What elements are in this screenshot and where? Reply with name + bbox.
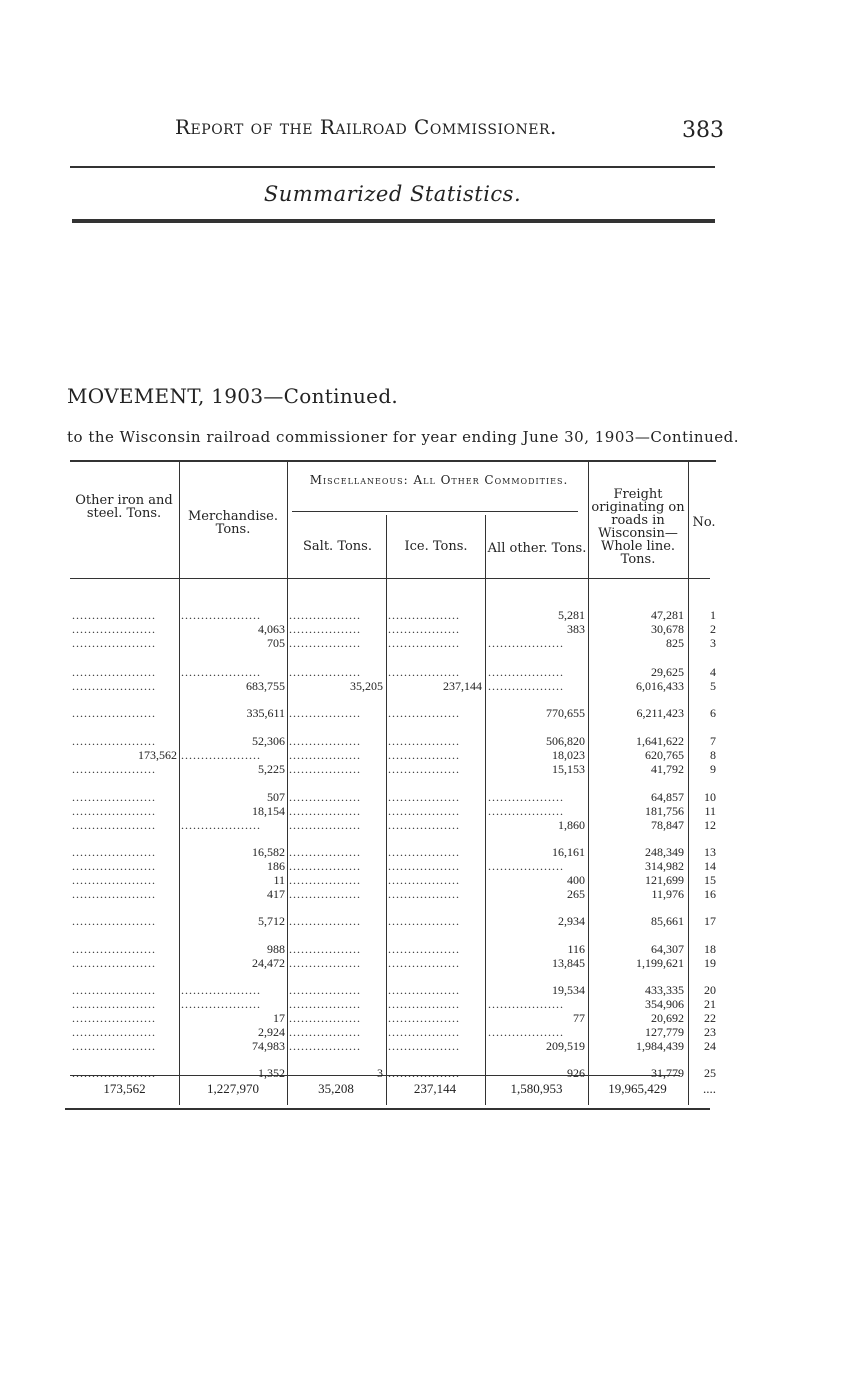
dot-leader: ................... <box>488 804 564 818</box>
total-cell: 237,144 <box>413 1081 457 1096</box>
dot-leader: ..................... <box>72 790 156 804</box>
table-cell: 52,306 <box>252 734 285 748</box>
table-cell: 11 <box>273 873 285 887</box>
table-cell: 354,906 <box>645 997 684 1011</box>
table-cell: 12 <box>704 818 716 832</box>
dot-leader: .................. <box>289 790 361 804</box>
table-cell: 16 <box>704 887 716 901</box>
table-cell: 24 <box>704 1039 716 1053</box>
table-cell: 127,779 <box>645 1025 684 1039</box>
dot-leader: .................. <box>388 997 460 1011</box>
table-cell: 47,281 <box>651 608 684 622</box>
table-cell: 988 <box>267 942 285 956</box>
dot-leader: .................. <box>388 748 460 762</box>
dot-leader: ................... <box>488 636 564 650</box>
dot-leader: .................. <box>289 887 361 901</box>
dot-leader: ..................... <box>72 942 156 956</box>
table-cell: 35,205 <box>350 679 383 693</box>
header-merchandise: Merchandise. Tons. <box>188 509 278 537</box>
dot-leader: ..................... <box>72 665 156 679</box>
table-cell: 20 <box>704 983 716 997</box>
table-cell: 1,641,622 <box>636 734 684 748</box>
dot-leader: .................. <box>388 734 460 748</box>
header-no: No. <box>692 515 716 530</box>
table-cell: 5 <box>710 679 716 693</box>
dot-leader: .................. <box>289 859 361 873</box>
table-cell: 18 <box>704 942 716 956</box>
dot-leader: .................. <box>289 1039 361 1053</box>
table-cell: 926 <box>567 1066 585 1080</box>
table-cell: 2,934 <box>558 914 585 928</box>
dot-leader: .................. <box>388 790 460 804</box>
table-caption: to the Wisconsin railroad commissioner for year ending June 30, 1903—Continued. <box>67 428 739 446</box>
table-cell: 8 <box>710 748 716 762</box>
table-cell: 16,582 <box>252 845 285 859</box>
dot-leader: ..................... <box>72 679 156 693</box>
dot-leader: .................. <box>289 762 361 776</box>
dot-leader: .................. <box>289 622 361 636</box>
dot-leader: .................. <box>388 845 460 859</box>
table-cell: 770,655 <box>546 706 585 720</box>
header-other-iron: Other iron and steel. Tons. <box>75 493 173 521</box>
table-cell: 209,519 <box>546 1039 585 1053</box>
total-cell: 1,580,953 <box>510 1081 563 1096</box>
column-rule <box>287 460 288 1105</box>
total-cell: 35,208 <box>318 1081 354 1096</box>
table-cell: 64,307 <box>651 942 684 956</box>
table-cell: 13,845 <box>552 956 585 970</box>
table-cell: 383 <box>567 622 585 636</box>
section-title: MOVEMENT, 1903—Continued. <box>67 384 399 408</box>
table-cell: 506,820 <box>546 734 585 748</box>
header-rule <box>70 166 715 168</box>
table-cell: 18,023 <box>552 748 585 762</box>
dot-leader: .................. <box>289 665 361 679</box>
dot-leader: ..................... <box>72 1039 156 1053</box>
dot-leader: ..................... <box>72 636 156 650</box>
dot-leader: ..................... <box>72 873 156 887</box>
dot-leader: .................. <box>388 622 460 636</box>
dot-leader: .................. <box>289 1025 361 1039</box>
dot-leader: .................. <box>289 748 361 762</box>
table-cell: 507 <box>267 790 285 804</box>
table-cell: 4,063 <box>258 622 285 636</box>
subtitle-rule <box>72 219 715 223</box>
table-cell: 6,016,433 <box>636 679 684 693</box>
dot-leader: ..................... <box>72 818 156 832</box>
dot-leader: .................... <box>181 818 261 832</box>
dot-leader: .................. <box>289 818 361 832</box>
header-misc-group: Miscellaneous: All Other Commodities. <box>309 473 569 487</box>
dot-leader: .................. <box>388 859 460 873</box>
table-cell: 1 <box>710 608 716 622</box>
table-cell: 78,847 <box>651 818 684 832</box>
table-cell: 3 <box>377 1066 383 1080</box>
dot-leader: .................. <box>289 608 361 622</box>
page-number: 383 <box>682 118 724 143</box>
table-cell: 41,792 <box>651 762 684 776</box>
table-cell: 4 <box>710 665 716 679</box>
table-cell: 683,755 <box>246 679 285 693</box>
column-rule <box>485 515 486 1105</box>
dot-leader: .................. <box>289 636 361 650</box>
table-cell: 19,534 <box>552 983 585 997</box>
dot-leader: ..................... <box>72 983 156 997</box>
table-cell: 6 <box>710 706 716 720</box>
dot-leader: ..................... <box>72 608 156 622</box>
dot-leader: .................. <box>388 956 460 970</box>
dot-leader: .................. <box>388 636 460 650</box>
table-cell: 10 <box>704 790 716 804</box>
total-cell: 173,562 <box>103 1081 146 1096</box>
table-cell: 417 <box>267 887 285 901</box>
dot-leader: .................. <box>388 706 460 720</box>
table-cell: 11 <box>704 804 716 818</box>
dot-leader: .................... <box>181 983 261 997</box>
table-cell: 18,154 <box>252 804 285 818</box>
table-cell: 11,976 <box>651 887 684 901</box>
dot-leader: .................. <box>388 1011 460 1025</box>
table-cell: 16,161 <box>552 845 585 859</box>
dot-leader: ................... <box>488 859 564 873</box>
dot-leader: ................... <box>488 1025 564 1039</box>
table-cell: 77 <box>573 1011 585 1025</box>
table-cell: 14 <box>704 859 716 873</box>
dot-leader: .................. <box>388 608 460 622</box>
dot-leader: .................. <box>289 873 361 887</box>
table-cell: 121,699 <box>645 873 684 887</box>
dot-leader: .................. <box>289 706 361 720</box>
table-cell: 64,857 <box>651 790 684 804</box>
dot-leader: .................. <box>289 804 361 818</box>
column-rule <box>588 460 589 1105</box>
table-cell: 265 <box>567 887 585 901</box>
dot-leader: ..................... <box>72 887 156 901</box>
total-cell: 1,227,970 <box>207 1081 259 1096</box>
table-cell: 15,153 <box>552 762 585 776</box>
header-bottom-rule <box>70 578 710 579</box>
table-cell: 237,144 <box>443 679 482 693</box>
dot-leader: ................... <box>488 790 564 804</box>
table-cell: 22 <box>704 1011 716 1025</box>
table-cell: 19 <box>704 956 716 970</box>
dot-leader: .................. <box>289 914 361 928</box>
table-cell: 1,352 <box>258 1066 285 1080</box>
dot-leader: ..................... <box>72 997 156 1011</box>
total-cell: .... <box>703 1081 716 1096</box>
table-cell: 116 <box>567 942 585 956</box>
table-cell: 1,860 <box>558 818 585 832</box>
table-cell: 5,712 <box>258 914 285 928</box>
dot-leader: ..................... <box>72 762 156 776</box>
dot-leader: .................... <box>181 748 261 762</box>
dot-leader: ..................... <box>72 956 156 970</box>
total-cell: 19,965,429 <box>608 1081 667 1096</box>
table-cell: 248,349 <box>645 845 684 859</box>
table-cell: 13 <box>704 845 716 859</box>
page-subtitle: Summarized Statistics. <box>263 182 522 206</box>
column-rule <box>179 460 180 1105</box>
table-cell: 335,611 <box>246 706 285 720</box>
header-salt: Salt. Tons. <box>303 539 372 554</box>
dot-leader: .................. <box>289 956 361 970</box>
dot-leader: ..................... <box>72 845 156 859</box>
table-cell: 825 <box>666 636 684 650</box>
table-cell: 6,211,423 <box>636 706 684 720</box>
table-cell: 1,984,439 <box>636 1039 684 1053</box>
table-cell: 433,335 <box>645 983 684 997</box>
dot-leader: ..................... <box>72 622 156 636</box>
dot-leader: .................. <box>388 818 460 832</box>
dot-leader: .................. <box>388 665 460 679</box>
dot-leader: .................... <box>181 997 261 1011</box>
dot-leader: .................. <box>388 1025 460 1039</box>
dot-leader: ................... <box>488 997 564 1011</box>
dot-leader: .................. <box>289 734 361 748</box>
table-cell: 181,756 <box>645 804 684 818</box>
table-cell: 24,472 <box>252 956 285 970</box>
table-cell: 21 <box>704 997 716 1011</box>
running-title: Report of the Railroad Commissioner. <box>175 115 557 139</box>
table-cell: 20,692 <box>651 1011 684 1025</box>
table-cell: 3 <box>710 636 716 650</box>
table-cell: 5,225 <box>258 762 285 776</box>
header-all-other: All other. Tons. <box>487 541 587 556</box>
dot-leader: ..................... <box>72 706 156 720</box>
dot-leader: .................. <box>388 983 460 997</box>
dot-leader: .................. <box>388 887 460 901</box>
table-cell: 74,983 <box>252 1039 285 1053</box>
table-top-rule <box>70 460 716 462</box>
misc-group-rule <box>292 511 578 512</box>
table-cell: 23 <box>704 1025 716 1039</box>
dot-leader: ..................... <box>72 1025 156 1039</box>
table-cell: 85,661 <box>651 914 684 928</box>
dot-leader: ..................... <box>72 914 156 928</box>
dot-leader: ..................... <box>72 1011 156 1025</box>
table-cell: 2 <box>710 622 716 636</box>
table-cell: 5,281 <box>558 608 585 622</box>
header-freight: Freight originating on roads in Wisconsin— Whole line. Tons. <box>591 487 685 567</box>
table-cell: 17 <box>704 914 716 928</box>
dot-leader: .................. <box>388 762 460 776</box>
table-cell: 15 <box>704 873 716 887</box>
table-cell: 705 <box>267 636 285 650</box>
column-rule <box>386 515 387 1105</box>
dot-leader: .................. <box>388 873 460 887</box>
dot-leader: ..................... <box>72 859 156 873</box>
dot-leader: .................. <box>289 845 361 859</box>
dot-leader: .................. <box>388 1066 460 1080</box>
table-cell: 29,625 <box>651 665 684 679</box>
table-cell: 25 <box>704 1066 716 1080</box>
table-cell: 400 <box>567 873 585 887</box>
table-cell: 173,562 <box>138 748 177 762</box>
table-cell: 2,924 <box>258 1025 285 1039</box>
table-cell: 30,678 <box>651 622 684 636</box>
table-cell: 1,199,621 <box>636 956 684 970</box>
dot-leader: .................. <box>289 1011 361 1025</box>
table-cell: 7 <box>710 734 716 748</box>
table-cell: 9 <box>710 762 716 776</box>
dot-leader: ................... <box>488 665 564 679</box>
dot-leader: .................. <box>289 942 361 956</box>
dot-leader: .................. <box>289 983 361 997</box>
table-cell: 31,779 <box>651 1066 684 1080</box>
dot-leader: .................. <box>388 1039 460 1053</box>
dot-leader: .................... <box>181 608 261 622</box>
dot-leader: ..................... <box>72 1066 156 1080</box>
dot-leader: .................. <box>388 914 460 928</box>
dot-leader: ..................... <box>72 734 156 748</box>
dot-leader: ................... <box>488 679 564 693</box>
dot-leader: .................. <box>388 942 460 956</box>
column-rule <box>688 460 689 1105</box>
header-ice: Ice. Tons. <box>404 539 468 554</box>
dot-leader: ..................... <box>72 804 156 818</box>
dot-leader: .................... <box>181 665 261 679</box>
dot-leader: .................. <box>388 804 460 818</box>
table-cell: 314,982 <box>645 859 684 873</box>
table-cell: 620,765 <box>645 748 684 762</box>
dot-leader: .................. <box>289 997 361 1011</box>
table-cell: 186 <box>267 859 285 873</box>
table-bottom-rule <box>65 1108 710 1110</box>
table-cell: 17 <box>273 1011 285 1025</box>
